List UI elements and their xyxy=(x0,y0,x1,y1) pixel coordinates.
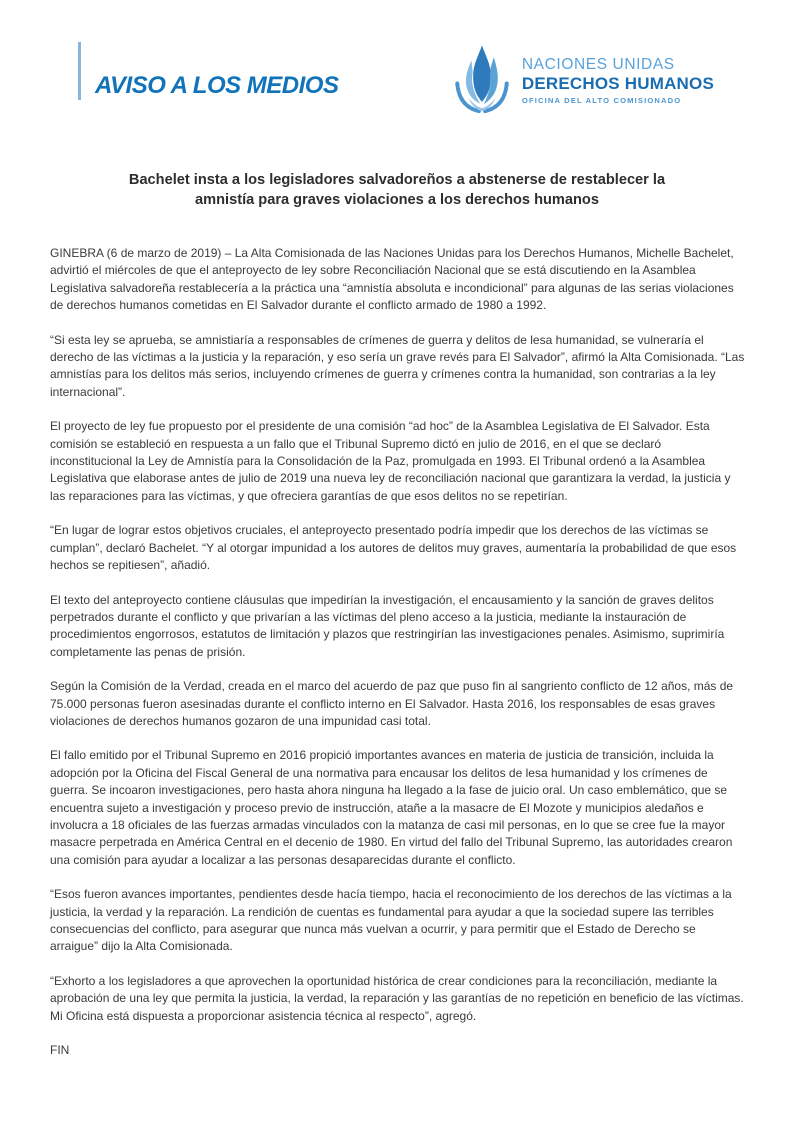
media-advisory-label: AVISO A LOS MEDIOS xyxy=(95,72,339,99)
paragraph: “En lugar de lograr estos objetivos cruciales, el anteproyecto presentado podría impedir que los derechos de las víctimas se cumplan”, declaró Bachelet. “Y al otorgar impunidad a los autores de delitos muy graves, aumentaría la probabilidad de que esos hechos se repitiesen”, añadió. xyxy=(50,523,737,573)
document-header xyxy=(0,0,794,128)
paragraph: “Esos fueron avances importantes, pendientes desde hacía tiempo, hacia el reconocimiento de los derechos de las víctimas a la justicia, la verdad y la reparación. La rendición de cuentas es fundamental para ayudar a que la sociedad supere las terribles consecuencias del conflicto, para asegurar que nunca más vuelvan a ocurrir, y para permitir que el Estado de Derecho se arraigue” dijo la Alta Comisionada. xyxy=(50,887,732,954)
un-flame-wreath-icon xyxy=(451,40,513,122)
paragraph: GINEBRA (6 de marzo de 2019) – La Alta Comisionada de las Naciones Unidas para los Derechos Humanos, Michelle Bachelet, advirtió el miércoles de que el anteproyecto de ley sobre Reconciliación Nacional que se está discutiendo en la Asamblea Legislativa salvadoreña restablecería a la práctica una “amnistía absoluta e incondicional” para algunas de las serias violaciones de derechos humanos cometidas en El Salvador durante el conflicto armado de 1980 a 1992. xyxy=(50,246,734,313)
accent-bar xyxy=(78,42,81,100)
un-logo-line2: DERECHOS HUMANOS xyxy=(521,73,714,93)
paragraph: El texto del anteproyecto contiene cláusulas que impedirían la investigación, el encausamiento y la sanción de graves delitos perpetrados durante el conflicto y que privarían a las víctimas del pleno acceso a la justicia, mediante la instauración de procedimientos engorrosos, estatutos de limitación y plazos que restringirían las investigaciones penales. Asimismo, suprimiría completamente las penas de prisión. xyxy=(50,592,725,659)
document-title-line2: amnistía para graves violaciones a los derechos humanos xyxy=(195,191,599,208)
paragraph: “Exhorto a los legisladores a que aprovechen la oportunidad histórica de crear condiciones para la reconciliación, mediante la aprobación de una ley que permita la justicia, la verdad, la reparación y las garantías de no repetición en beneficio de las víctimas. Mi Oficina está dispuesta a proporcionar asistencia técnica al respecto”, agregó. xyxy=(50,973,744,1023)
paragraph: El proyecto de ley fue propuesto por el presidente de una comisión “ad hoc” de la Asamblea Legislativa de El Salvador. Esta comisión se estableció en respuesta a un fallo que el Tribunal Supremo dictó en julio de 2016, en el que se declaró inconstitucional la Ley de Amnistía para la Consolidación de la Paz, promulgada en 1993. El Tribunal ordenó a la Asamblea Legislativa que elaborase antes de julio de 2019 una nueva ley de reconciliación nacional que garantizara la verdad, la justicia y las reparaciones para las víctimas, y que ofreciera garantías de que esos delitos no se repetirían. xyxy=(50,419,731,503)
un-logo-line3: OFICINA DEL ALTO COMISIONADO xyxy=(521,95,682,105)
paragraph: “Si esta ley se aprueba, se amnistiaría a responsables de crímenes de guerra y delitos de lesa humanidad, se vulneraría el derecho de las víctimas a la justicia y la reparación, y eso sería un grave revés para El Salvador”, afirmó la Alta Comisionada. “Las amnistías para los delitos más serios, incluyendo crímenes de guerra y crímenes contra la humanidad, son contrarias a la ley internacional”. xyxy=(50,332,745,399)
un-logo-line1: NACIONES UNIDAS xyxy=(521,55,675,73)
un-logo-wordmark xyxy=(522,56,714,107)
document-title xyxy=(60,171,734,210)
un-human-rights-logo xyxy=(451,40,714,122)
document-title-line1: Bachelet insta a los legisladores salvadoreños a abstenerse de restablecer la xyxy=(128,172,666,188)
paragraph: Según la Comisión de la Verdad, creada en el marco del acuerdo de paz que puso fin al sangriento conflicto de 12 años, más de 75.000 personas fueron asesinadas durante el conflicto interno en El Salvador. Hasta 2016, los responsables de esas graves violaciones de derechos humanos gozaron de una impunidad casi total. xyxy=(50,679,734,728)
fin-label: FIN xyxy=(50,1043,70,1058)
media-advisory-banner xyxy=(78,42,338,100)
paragraph: El fallo emitido por el Tribunal Supremo en 2016 propició importantes avances en materia de justicia de transición, incluida la adopción por la Oficina del Fiscal General de una normativa para encausar los delitos de lesa humanidad y los crímenes de guerra. Se incoaron investigaciones, pero hasta ahora ninguna ha llegado a la fase de juicio oral. Un caso emblemático, que se encuentra sujeto a investigación y proceso previo de instrucción, atañe a la masacre de El Mozote y municipios aledaños e involucra a 18 oficiales de las fuerzas armadas vinculados con la matanza de casi mil personas, en lo que se cree fue la mayor masacre perpetrada en América Central en el decenio de 1980. En virtud del fallo del Tribunal Supremo, las autoridades crearon una comisión para ayudar a localizar a las personas desaparecidas durante el conflicto. xyxy=(50,748,733,867)
article-body xyxy=(50,245,745,1059)
